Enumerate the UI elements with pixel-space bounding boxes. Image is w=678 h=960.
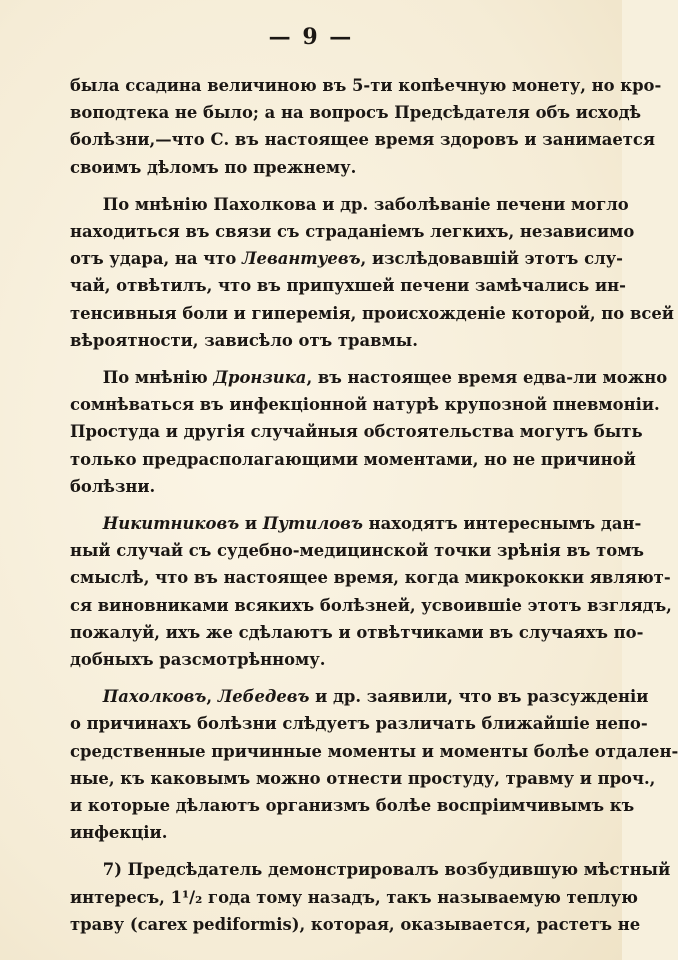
person-name: Левантуевъ xyxy=(242,249,361,269)
text-line xyxy=(70,99,642,126)
text-run: инфекціи. xyxy=(70,823,168,843)
text-run: только предрасполагающими моментами, но не причиной xyxy=(70,449,636,469)
text-run: По мнѣнію xyxy=(102,368,214,388)
page-number: — 9 — xyxy=(268,24,354,50)
text-line xyxy=(70,564,671,591)
text-line xyxy=(70,619,644,646)
text-run: вѣроятности, зависѣло отъ травмы. xyxy=(70,330,418,350)
text-line xyxy=(70,765,656,792)
text-line xyxy=(70,537,645,564)
text-line xyxy=(70,473,582,500)
text-line xyxy=(70,72,662,99)
text-line xyxy=(70,592,672,619)
text-line xyxy=(70,510,642,537)
text-run: ся виновниками всякихъ болѣзней, усвоившіе этотъ взглядъ, xyxy=(70,595,672,615)
paragraph xyxy=(70,364,668,500)
text-line xyxy=(70,272,626,299)
text-line xyxy=(70,327,582,354)
text-run: интересъ, 1¹/₂ года тому назадъ, такъ называемую теплую xyxy=(70,887,638,907)
text-line xyxy=(70,710,648,737)
text-line xyxy=(70,683,649,710)
text-line xyxy=(70,856,671,883)
text-line xyxy=(70,245,623,272)
text-run: находятъ интереснымъ дан- xyxy=(362,514,642,534)
text-run: была ссадина величиною въ 5-ти копѣечную монету, но кро- xyxy=(70,76,662,95)
text-line xyxy=(70,646,582,673)
text-line xyxy=(70,911,641,938)
person-name: Никитниковъ xyxy=(102,514,240,534)
text-run: и др. заявили, что въ разсужденіи xyxy=(309,687,649,707)
text-run: тенсивныя боли и гиперемія, происхожденіе которой, по всей xyxy=(70,303,674,323)
text-run: добныхъ разсмотрѣнному. xyxy=(70,650,326,670)
text-run: сомнѣваться въ инфекціонной натурѣ крупозной пневмоніи. xyxy=(70,395,660,415)
text-run: ные, къ каковымъ можно отнести простуду, травму и проч., xyxy=(70,768,656,788)
text-line xyxy=(70,300,674,327)
text-run: и которые дѣлаютъ организмъ болѣе воспріимчивымъ къ xyxy=(70,796,635,816)
paragraph xyxy=(70,856,671,938)
paragraph xyxy=(70,72,662,181)
text-run: чай, отвѣтилъ, что въ припухшей печени замѣчались ин- xyxy=(70,276,626,296)
text-line xyxy=(70,738,678,765)
text-run: Простуда и другія случайныя обстоятельства могутъ быть xyxy=(70,422,643,442)
text-line xyxy=(70,819,582,846)
text-line xyxy=(70,391,660,418)
text-run: 7) Предсѣдатель демонстрировалъ возбудившую мѣстный xyxy=(102,860,671,880)
text-run: смыслѣ, что въ настоящее время, когда микрококки являют- xyxy=(70,568,671,588)
text-run: своимъ дѣломъ по прежнему. xyxy=(70,157,357,177)
text-run: находиться въ связи съ страданіемъ легкихъ, независимо xyxy=(70,222,635,242)
person-name: Пахолковъ xyxy=(102,687,207,707)
text-run: и xyxy=(239,514,263,534)
text-run: болѣзни,—что С. въ настоящее время здоровъ и занимается xyxy=(70,130,656,150)
text-run: болѣзни. xyxy=(70,476,156,496)
paragraph xyxy=(70,191,674,354)
body-text xyxy=(70,72,678,948)
text-run: , изслѣдовавшій этотъ слу- xyxy=(360,249,623,269)
text-line xyxy=(70,418,643,445)
text-line xyxy=(70,126,656,153)
text-line xyxy=(70,191,629,218)
text-line xyxy=(70,792,635,819)
text-run: ный случай съ судебно-медицинской точки зрѣнія въ томъ xyxy=(70,541,645,561)
text-run: , xyxy=(206,687,218,707)
text-run: воподтека не было; а на вопросъ Предсѣдателя объ исходѣ xyxy=(70,103,642,123)
text-line xyxy=(70,884,638,911)
person-name: Дронзика xyxy=(213,368,307,388)
text-line xyxy=(70,218,635,245)
text-run: По мнѣнію Пахолкова и др. заболѣваніе печени могло xyxy=(102,194,629,214)
text-line xyxy=(70,446,636,473)
person-name: Лебедевъ xyxy=(217,687,310,707)
text-run: , въ настоящее время едва-ли можно xyxy=(306,368,668,388)
person-name: Путиловъ xyxy=(262,514,363,534)
text-run: траву (carex pediformis), которая, оказывается, растетъ не xyxy=(70,914,641,934)
paragraph xyxy=(70,510,672,673)
text-line xyxy=(70,154,582,181)
paragraph xyxy=(70,683,678,846)
text-run: о причинахъ болѣзни слѣдуетъ различать ближайшіе непо- xyxy=(70,714,648,734)
text-run: пожалуй, ихъ же сдѣлаютъ и отвѣтчиками въ случаяхъ по- xyxy=(70,622,644,642)
text-line xyxy=(70,364,668,391)
text-run: отъ удара, на что xyxy=(70,249,243,269)
text-run: средственные причинные моменты и моменты болѣе отдален- xyxy=(70,741,678,761)
